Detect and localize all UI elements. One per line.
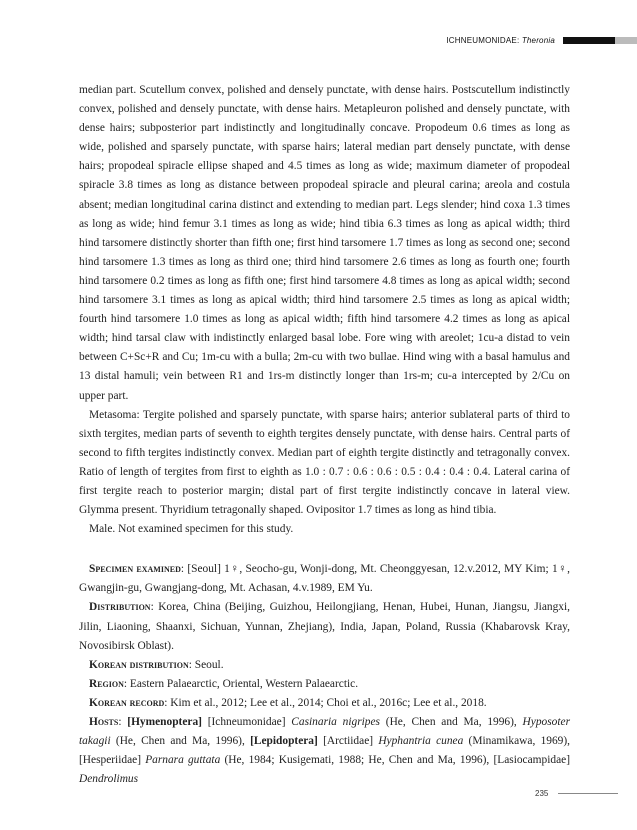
korean-record-text: : Kim et al., 2012; Lee et al., 2014; Choi et al., 2016c; Lee et al., 2018.	[164, 696, 487, 709]
footer-rule	[558, 793, 618, 794]
distribution-label: Distribution	[89, 601, 151, 614]
hosts-colon: :	[118, 716, 128, 728]
hosts-text-1: [Ichneumonidae]	[201, 716, 292, 728]
hosts-text-5: (Minamikawa, 1969), [Hesperiidae]	[79, 735, 570, 767]
distribution-text: : Korea, China (Beijing, Guizhou, Heilongjiang, Henan, Hubei, Hunan, Jiangsu, Jiangxi, Jilin, Liaoning, Shaanxi, Sichuan, Yunnan, Zhejiang), India, Japan, Poland, Russia (Khabarovsk Kray, Novosibirsk Oblast).	[79, 601, 570, 652]
region-text: : Eastern Palaearctic, Oriental, Western Palaearctic.	[123, 677, 359, 690]
hosts-text-3: (He, Chen and Ma, 1996),	[110, 735, 251, 748]
hosts-species-4: Parnara guttata	[145, 754, 221, 767]
hosts-text-2: (He, Chen and Ma, 1996),	[380, 716, 523, 728]
page-footer	[535, 789, 618, 798]
specimen-examined	[79, 560, 570, 598]
header-black-bar	[563, 37, 615, 44]
distribution	[79, 598, 570, 655]
body-paragraph-male: Male. Not examined specimen for this study.	[89, 523, 294, 536]
section-gap	[79, 539, 570, 560]
hosts-text-6: (He, 1984; Kusigemati, 1988; He, Chen and Ma, 1996), [Lasiocampidae]	[220, 754, 570, 767]
body-paragraph-1: median part. Scutellum convex, polished and densely punctate, with dense hairs. Postscutellum indistinctly convex, polished and densely punctate, with dense hairs. Metapleuron polished and densely punctate, with dense hairs; subposterior part indistinctly and longitudinally concave. Propodeum 0.6 times as long as wide, polished and sparsely punctate, with sparse hairs; lateral median part densely punctate, with dense hairs; propodeal spiracle ellipse shaped and 4.5 times as long as wide; maximum diameter of propodeal spiracle 3.8 times as long as distance between propodeal spiracle and pleural carina; areola and costula absent; median longitudinal carina distinct and extending to median part. Legs slender; hind coxa 1.3 times as long as wide; hind femur 3.1 times as long as wide; hind tibia 6.3 times as long as apical width; third hind tarsomere distinctly shorter than fifth one; first hind tarsomere 1.7 times as long as second one; second hind tarsomere 1.3 times as long as third one; third hind tarsomere 2.6 times as long as fourth one; fourth hind tarsomere 0.2 times as long as fifth one; first hind tarsomere 4.8 times as long as apical width; second hind tarsomere 3.1 times as long as apical width; third hind tarsomere 2.5 times as long as apical width; fourth hind tarsomere 1.0 times as long as apical width; fifth hind tarsomere 4.2 times as long as apical width; hind tarsal claw with indistinctly enlarged basal lobe. Fore wing with areolet; 1cu-a distad to vein between C+Sc+R and Cu; 1m-cu with a bulla; 2m-cu with two bullae. Hind wing with a basal hamulus and 13 distal hamuli; vein between R1 and 1rs-m distinctly longer than 1rs-m; cu-a intercepted by 2/Cu on upper part.	[79, 84, 570, 402]
hosts-species-3: Hyphantria cunea	[378, 735, 464, 748]
hosts-order-lepidoptera: [Lepidoptera]	[250, 735, 318, 748]
page-body	[79, 81, 570, 789]
hosts-species-5: Dendrolimus	[79, 773, 139, 786]
running-header-text	[446, 36, 555, 45]
hosts-species-1: Casinaria nigripes	[291, 716, 380, 728]
header-genus: Theronia	[521, 35, 555, 45]
hosts-order-hymenoptera: [Hymenoptera]	[127, 716, 202, 728]
hosts-text-4: [Arctiidae]	[317, 735, 379, 748]
region-label: Region	[89, 677, 124, 690]
hosts-label: Hosts	[89, 716, 119, 728]
specimen-text: : [Seoul] 1♀, Seocho-gu, Wonji-dong, Mt. Cheonggyesan, 12.v.2012, MY Kim; 1♀, Gwangjin-gu, Gwangjang-dong, Mt. Achasan, 4.v.1989, EM Yu.	[79, 563, 571, 595]
korean-distribution-label: Korean distribution	[89, 658, 189, 671]
specimen-label: Specimen examined	[89, 563, 181, 576]
page-number: 235	[535, 789, 549, 798]
hosts	[79, 713, 570, 789]
korean-record-label: Korean record	[89, 696, 165, 709]
korean-distribution-text: : Seoul.	[188, 658, 224, 671]
header-gray-bar	[615, 37, 637, 44]
korean-distribution	[79, 656, 570, 675]
korean-record	[79, 694, 570, 713]
region	[79, 675, 570, 694]
header-family: ICHNEUMONIDAE:	[446, 35, 520, 45]
body-paragraph-metasoma: Metasoma: Tergite polished and sparsely punctate, with sparse hairs; anterior sublateral parts of third to sixth tergites, median parts of seventh to eighth tergites densely punctate, with dense hairs. Central parts of second to fifth tergites indistinctly convex. Median part of eighth tergite distinctly and tetragonally convex. Ratio of length of tergites from first to eighth as 1.0 : 0.7 : 0.6 : 0.6 : 0.5 : 0.4 : 0.4 : 0.4. Lateral carina of first tergite reach to posterior margin; distal part of first tergite indistinctly concave in lateral view. Glymma present. Thyridium tetragonally shaped. Ovipositor 1.7 times as long as hind tibia.	[79, 408, 570, 517]
hosts-species-2: Hyposoter takagii	[79, 716, 571, 748]
running-header	[446, 34, 637, 46]
